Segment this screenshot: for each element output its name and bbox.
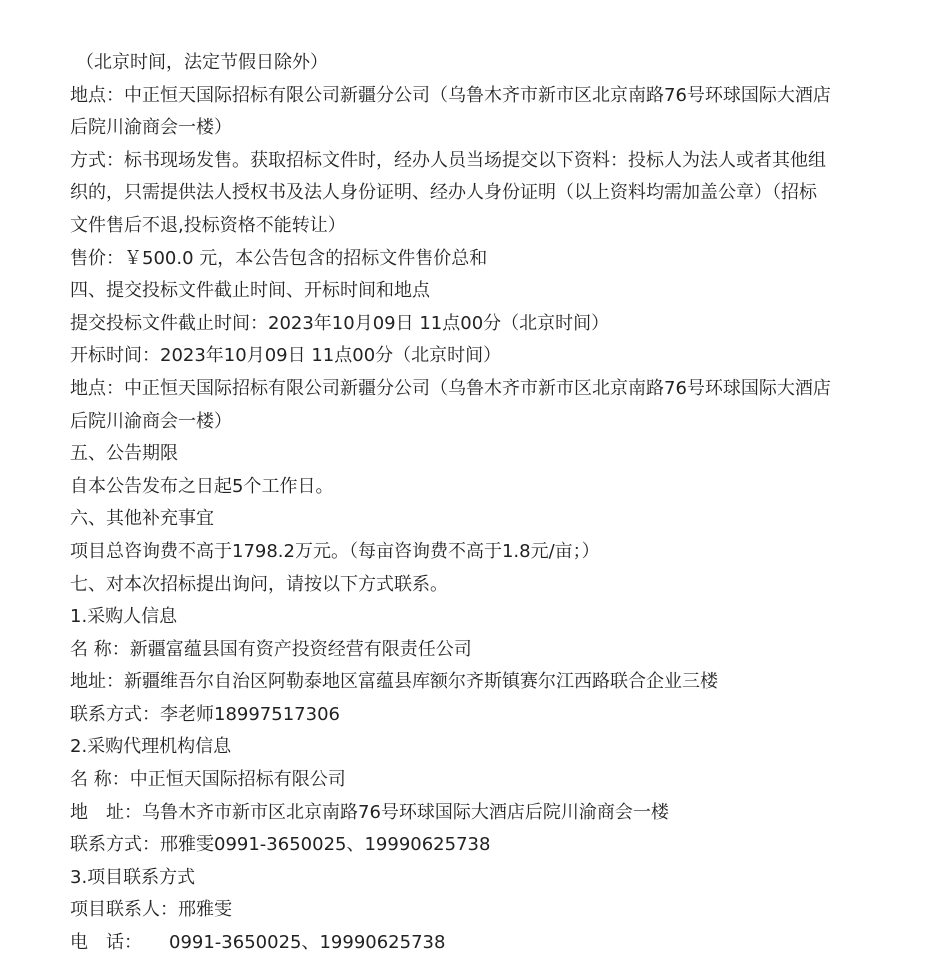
sale-price-line: 售价：￥500.0 元，本公告包含的招标文件售价总和	[70, 247, 488, 269]
section-7-heading: 七、对本次招标提出询问，请按以下方式联系。	[70, 573, 448, 595]
sale-method-line-cont-1: 织的，只需提供法人授权书及法人身份证明、经办人身份证明（以上资料均需加盖公章）（招标	[70, 182, 817, 204]
agency-info-heading: 2.采购代理机构信息	[70, 736, 232, 758]
opening-location-line-cont: 后院川渝商会一楼）	[70, 410, 232, 432]
agency-name-line: 名 称：中正恒天国际招标有限公司	[70, 769, 346, 791]
section-6-heading: 六、其他补充事宜	[70, 508, 214, 530]
sale-location-line: 地点：中正恒天国际招标有限公司新疆分公司（乌鲁木齐市新市区北京南路76号环球国际大酒店	[70, 84, 831, 106]
consulting-fee-line: 项目总咨询费不高于1798.2万元。（每亩咨询费不高于1.8元/亩；）	[70, 540, 600, 562]
purchaser-address-line: 地址：新疆维吾尔自治区阿勒泰地区富蕴县库额尔齐斯镇赛尔江西路联合企业三楼	[70, 671, 718, 693]
project-contact-heading: 3.项目联系方式	[70, 866, 196, 888]
purchaser-contact-line: 联系方式：李老师18997517306	[70, 703, 340, 725]
purchaser-info-heading: 1.采购人信息	[70, 606, 178, 628]
sale-location-line-cont: 后院川渝商会一楼）	[70, 117, 232, 139]
project-phone-line: 电 话： 0991-3650025、19990625738	[70, 932, 446, 954]
purchaser-name-line: 名 称：新疆富蕴县国有资产投资经营有限责任公司	[70, 638, 472, 660]
sale-method-line-cont-2: 文件售后不退,投标资格不能转让）	[70, 214, 346, 236]
section-4-heading: 四、提交投标文件截止时间、开标时间和地点	[70, 280, 430, 302]
submission-deadline-line: 提交投标文件截止时间：2023年10月09日 11点00分（北京时间）	[70, 312, 610, 334]
opening-location-line: 地点：中正恒天国际招标有限公司新疆分公司（乌鲁木齐市新市区北京南路76号环球国际大酒店	[70, 377, 831, 399]
time-note-line: （北京时间，法定节假日除外）	[76, 52, 328, 73]
section-5-heading: 五、公告期限	[70, 443, 178, 465]
agency-contact-line: 联系方式：邢雅雯0991-3650025、19990625738	[70, 834, 491, 856]
agency-address-line: 地 址：乌鲁木齐市新市区北京南路76号环球国际大酒店后院川渝商会一楼	[70, 801, 669, 823]
announcement-period-line: 自本公告发布之日起5个工作日。	[70, 475, 334, 497]
project-contact-person-line: 项目联系人：邢雅雯	[70, 899, 232, 921]
sale-method-line: 方式：标书现场发售。获取招标文件时，经办人员当场提交以下资料：投标人为法人或者其他组	[70, 149, 826, 171]
announcement-document	[70, 47, 888, 960]
opening-time-line: 开标时间：2023年10月09日 11点00分（北京时间）	[70, 345, 502, 367]
